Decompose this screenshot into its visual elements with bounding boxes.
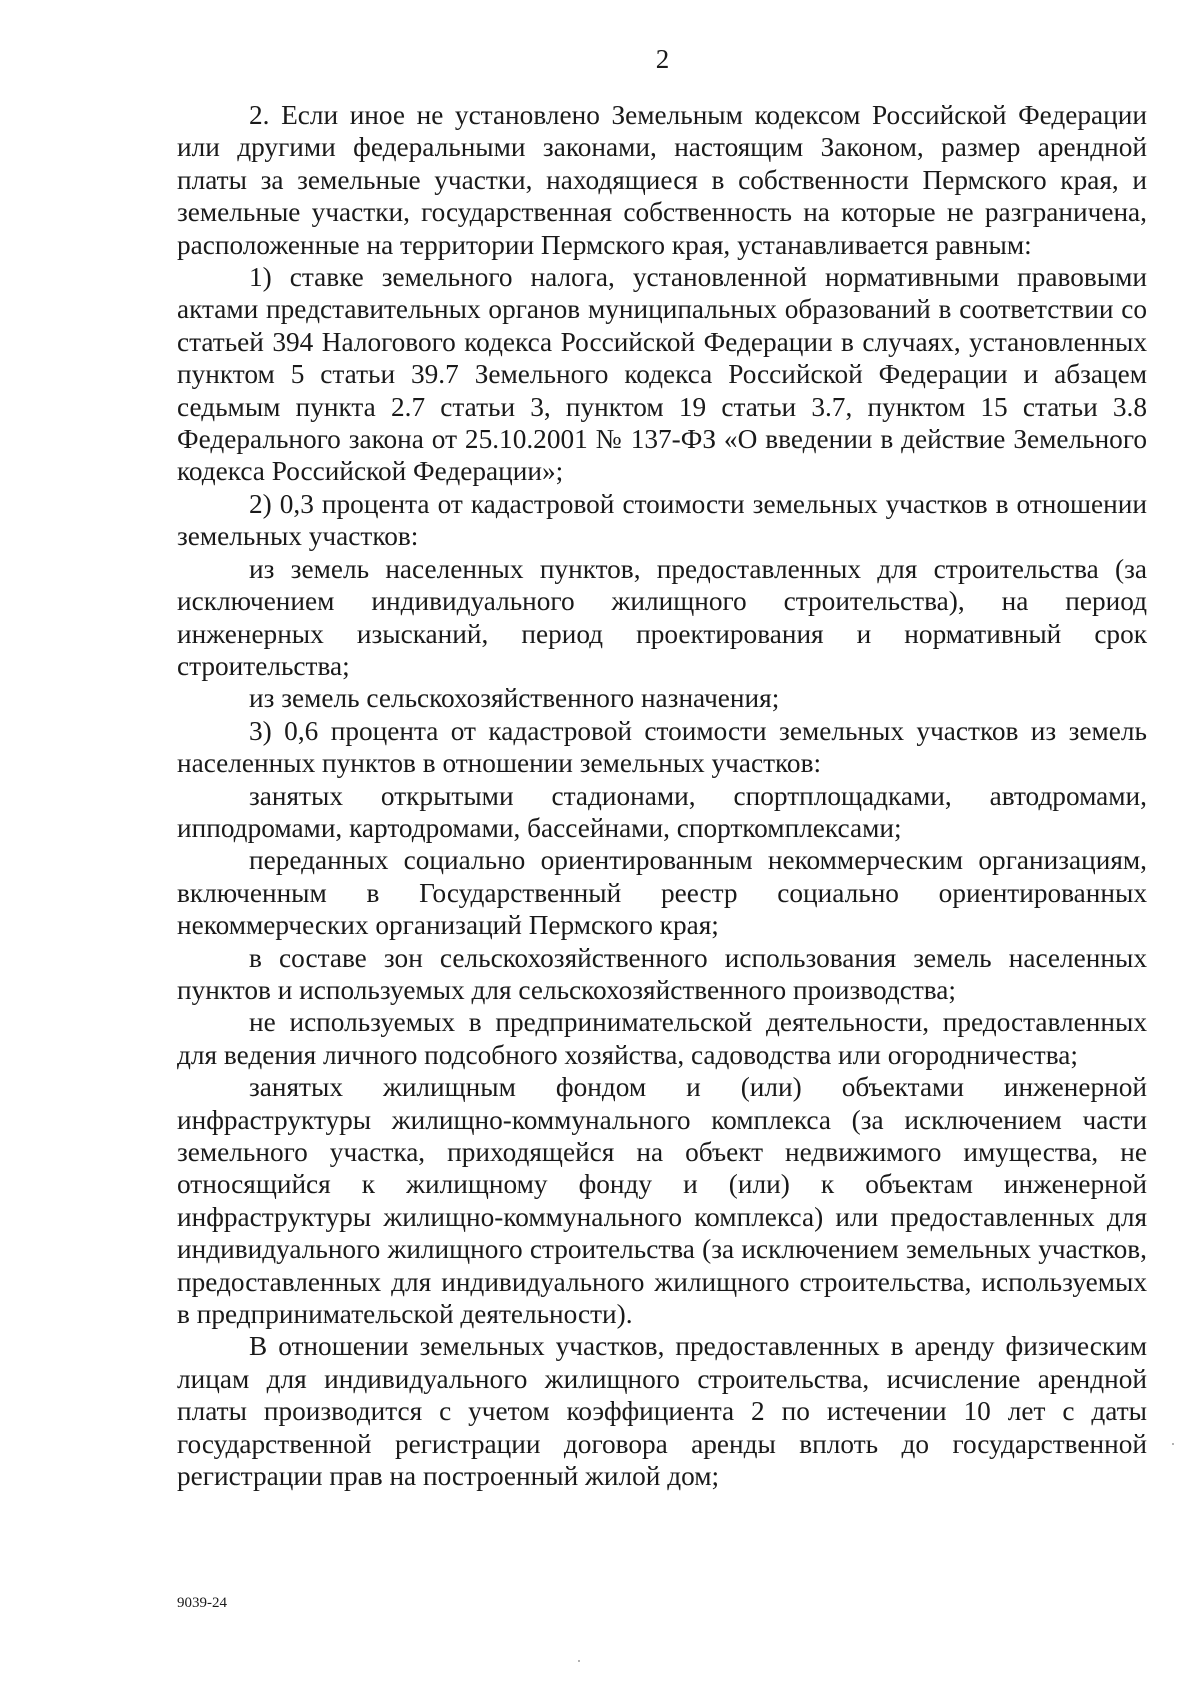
paragraph: занятых открытыми стадионами, спортплощадками, автодромами, ипподромами, картодромами, бассейнами, спорткомплексами; xyxy=(177,780,1147,843)
paragraph: из земель населенных пунктов, предоставленных для строительства (за исключением индивидуального жилищного строительства), на период инженерных изысканий, период проектирования и нормативный срок строительства; xyxy=(177,553,1147,681)
scan-speck xyxy=(1172,1443,1174,1445)
document-body xyxy=(177,99,1147,1492)
paragraph: из земель сельскохозяйственного назначения; xyxy=(249,683,780,714)
paragraph: 2) 0,3 процента от кадастровой стоимости земельных участков в отношении земельных участков: xyxy=(177,488,1147,552)
paragraph: переданных социально ориентированным некоммерческим организациям, включенным в Государственный реестр социально ориентированных некоммерческих организаций Пермского края; xyxy=(177,845,1147,941)
paragraph: 1) ставке земельного налога, установленной нормативными правовыми актами представительных органов муниципальных образований в соответствии со статьей 394 Налогового кодекса Российской Федерации в случаях, установленных пунктом 5 статьи 39.7 Земельного кодекса Российской Федерации и абзацем седьмым пункта 2.7 статьи 3, пунктом 19 статьи 3.7, пунктом 15 статьи 3.8 Федерального закона от 25.10.2001 № 137-ФЗ «О введении в действие Земельного кодекса Российской Федерации»; xyxy=(177,262,1147,487)
document-code: 9039-24 xyxy=(177,1595,227,1611)
page-number: 2 xyxy=(655,44,670,74)
paragraph: в составе зон сельскохозяйственного использования земель населенных пунктов и используемых для сельскохозяйственного производства; xyxy=(177,942,1147,1005)
paragraph: занятых жилищным фондом и (или) объектами инженерной инфраструктуры жилищно-коммунального комплекса (за исключением части земельного участка, приходящейся на объект недвижимого имущества, не относящийся к жилищному фонду и (или) к объектам инженерной инфраструктуры жилищно-коммунального комплекса) или предоставленных для индивидуального жилищного строительства (за исключением земельных участков, предоставленных для индивидуального жилищного строительства, используемых в предпринимательской деятельности). xyxy=(177,1072,1147,1330)
paragraph: не используемых в предпринимательской деятельности, предоставленных для ведения личного подсобного хозяйства, садоводства или огородничества; xyxy=(177,1007,1147,1070)
scan-speck xyxy=(578,1660,580,1662)
paragraph: В отношении земельных участков, предоставленных в аренду физическим лицам для индивидуального жилищного строительства, исчисление арендной платы производится с учетом коэффициента 2 по истечении 10 лет с даты государственной регистрации договора аренды вплоть до государственной регистрации прав на построенный жилой дом; xyxy=(177,1331,1147,1492)
paragraph: 3) 0,6 процента от кадастровой стоимости земельных участков из земель населенных пунктов в отношении земельных участков: xyxy=(177,715,1147,779)
paragraph: 2. Если иное не установлено Земельным кодексом Российской Федерации или другими федеральными законами, настоящим Законом, размер арендной платы за земельные участки, находящиеся в собственности Пермского края, и земельные участки, государственная собственность на которые не разграничена, расположенные на территории Пермского края, устанавливается равным: xyxy=(177,100,1147,260)
